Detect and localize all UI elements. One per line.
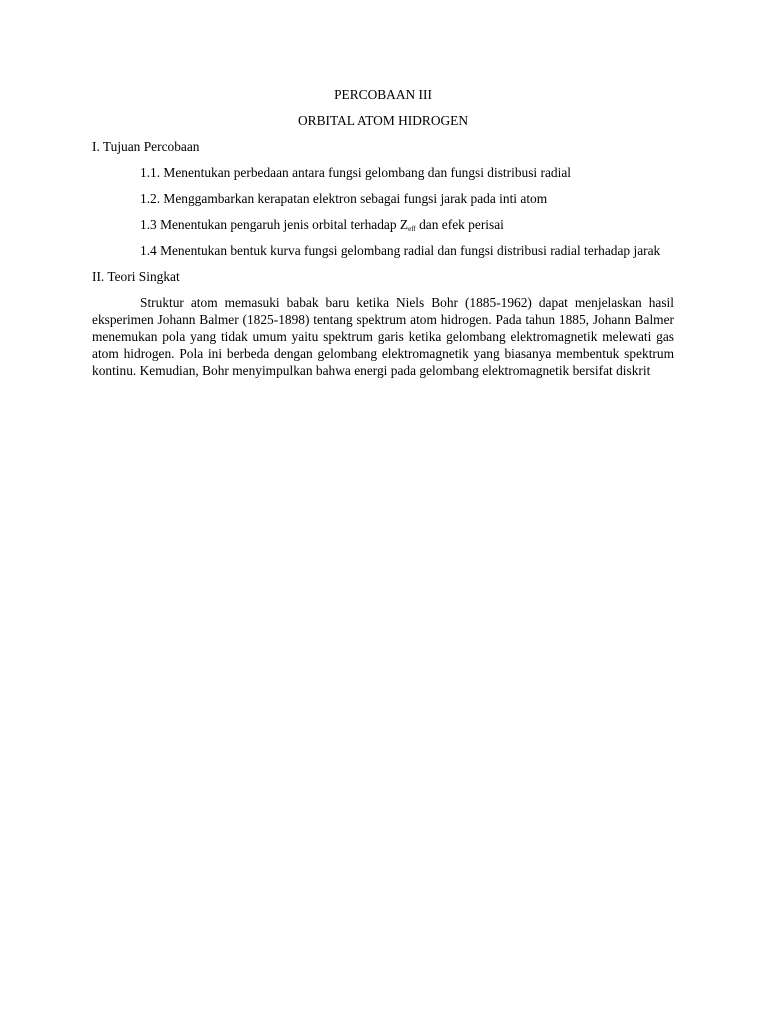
section-heading-teori: II. Teori Singkat	[92, 269, 180, 284]
objective-item-1-1: 1.1. Menentukan perbedaan antara fungsi gelombang dan fungsi distribusi radial	[140, 165, 571, 180]
objective-item-1-3-text: 1.3 Menentukan pengaruh jenis orbital terhadap Z	[140, 217, 409, 232]
objective-item-1-3-text-end: dan efek perisai	[415, 217, 504, 232]
document-page	[92, 86, 674, 379]
document-title-line2: ORBITAL ATOM HIDROGEN	[297, 113, 469, 128]
objective-item-1-3	[92, 216, 674, 233]
section-heading-tujuan: I. Tujuan Percobaan	[92, 139, 200, 154]
document-title-line1: PERCOBAAN III	[334, 87, 432, 102]
objective-item-1-4: 1.4 Menentukan bentuk kurva fungsi gelombang radial dan fungsi distribusi radial terhadap jarak	[140, 243, 661, 258]
objective-item-1-2: 1.2. Menggambarkan kerapatan elektron sebagai fungsi jarak pada inti atom	[140, 191, 548, 206]
z-eff-subscript: eff	[408, 225, 416, 233]
theory-paragraph: Struktur atom memasuki babak baru ketika Niels Bohr (1885-1962) dapat menjelaskan hasil eksperimen Johann Balmer (1825-1898) tentang spektrum atom hidrogen. Pada tahun 1885, Johann Balmer menemukan pola yang tidak umum yaitu spektrum garis ketika gelombang elektromagnetik melewati gas atom hidrogen. Pola ini berbeda dengan gelombang elektromagnetik yang biasanya membentuk spektrum kontinu. Kemudian, Bohr menyimpulkan bahwa energi pada gelombang elektromagnetik bersifat diskrit	[92, 295, 674, 378]
